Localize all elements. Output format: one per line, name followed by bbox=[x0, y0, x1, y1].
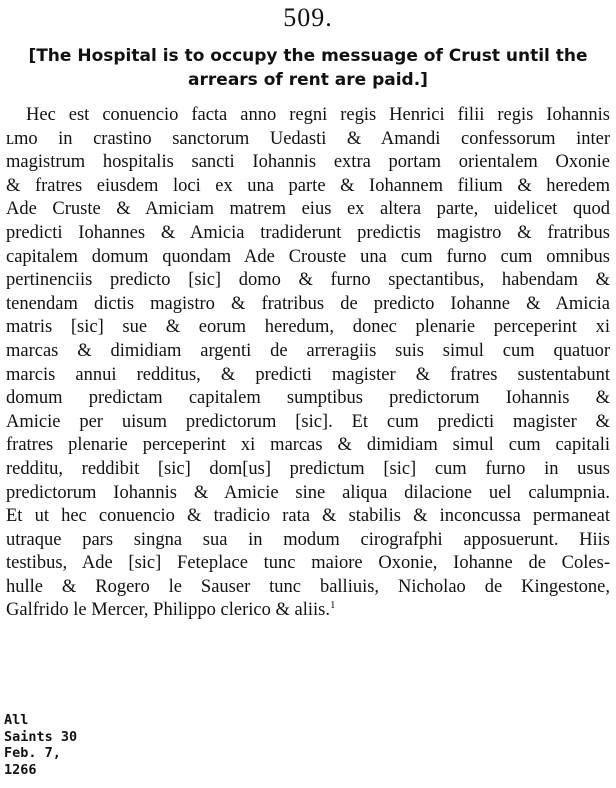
charter-line: Ade Cruste & Amiciam matrem eius ex altera parte, uidelicet quod bbox=[6, 199, 610, 220]
footnote-marker: 1 bbox=[329, 599, 336, 612]
charter-last-line bbox=[6, 599, 610, 623]
charter-line: Et ut hec conuencio & tradicio rata & stabilis & inconcussa permaneat bbox=[6, 506, 610, 527]
margin-date-note bbox=[4, 712, 77, 778]
charter-line: capitalem domum quondam Ade Crouste una cum furno cum omnibus bbox=[6, 246, 610, 267]
side-note-line-3: Feb. 7, bbox=[4, 745, 61, 761]
side-note-line-4: 1266 bbox=[4, 761, 37, 778]
charter-line: marcis annui redditus, & predicti magister & fratres sustentabunt bbox=[6, 364, 610, 385]
charter-line: marcas & dimidiam argenti de arreragiis suis simul cum quatuor bbox=[6, 340, 610, 361]
charter-line: tenendam dictis magistro & fratribus de predicto Iohanne & Amicia bbox=[6, 293, 610, 314]
charter-line: & fratres eiusdem loci ex una parte & Iohannem filium & heredem bbox=[6, 175, 610, 196]
side-note-line-2: Saints 30 bbox=[4, 728, 78, 745]
charter-line-text: Galfrido le Mercer, Philippo clerico & aliis. bbox=[6, 600, 330, 621]
charter-line: predictorum Iohannis & Amicie sine aliqua dilacione uel calumpnia. bbox=[6, 482, 610, 503]
charter-line: utraque pars singna sua in modum cirografphi apposuerunt. Hiis bbox=[6, 529, 610, 550]
charter-line: fratres plenarie perceperint xi marcas & dimidiam simul cum capitali bbox=[6, 435, 610, 456]
charter-line: Amicie per uisum predictorum [sic]. Et cum predicti magister & bbox=[6, 411, 610, 432]
charter-text bbox=[6, 104, 610, 623]
heading-line-2: arrears of rent are paid.] bbox=[188, 70, 428, 90]
charter-line: Hec est conuencio facta anno regni regis Henrici filii regis Iohannis bbox=[26, 105, 610, 125]
page-number: 509. bbox=[283, 3, 333, 32]
charter-line: ʟmo in crastino sanctorum Uedasti & Amandi confessorum inter bbox=[6, 128, 610, 149]
heading-line-1: [The Hospital is to occupy the messuage of Crust until the bbox=[28, 46, 588, 66]
charter-line: redditu, reddibit [sic] dom[us] predictum [sic] cum furno in usus bbox=[6, 458, 610, 479]
charter-line: domum predictam capitalem sumptibus predictorum Iohannis & bbox=[6, 388, 610, 409]
side-note-line-1: All bbox=[4, 712, 29, 728]
charter-line: pertinenciis predicto [sic] domo & furno spectantibus, habendam & bbox=[6, 270, 610, 291]
charter-line: testibus, Ade [sic] Feteplace tunc maiore Oxonie, Iohanne de Coles- bbox=[6, 553, 610, 574]
charter-line: predicti Iohannes & Amicia tradiderunt predictis magistro & fratribus bbox=[6, 222, 610, 243]
charter-line: matris [sic] sue & eorum heredum, donec plenarie perceperint xi bbox=[6, 317, 610, 338]
charter-line: hulle & Rogero le Sauser tunc balliuis, Nicholao de Kingestone, bbox=[6, 576, 610, 597]
charter-line: magistrum hospitalis sancti Iohannis extra portam orientalem Oxonie bbox=[6, 152, 610, 173]
charter-heading bbox=[8, 44, 608, 92]
